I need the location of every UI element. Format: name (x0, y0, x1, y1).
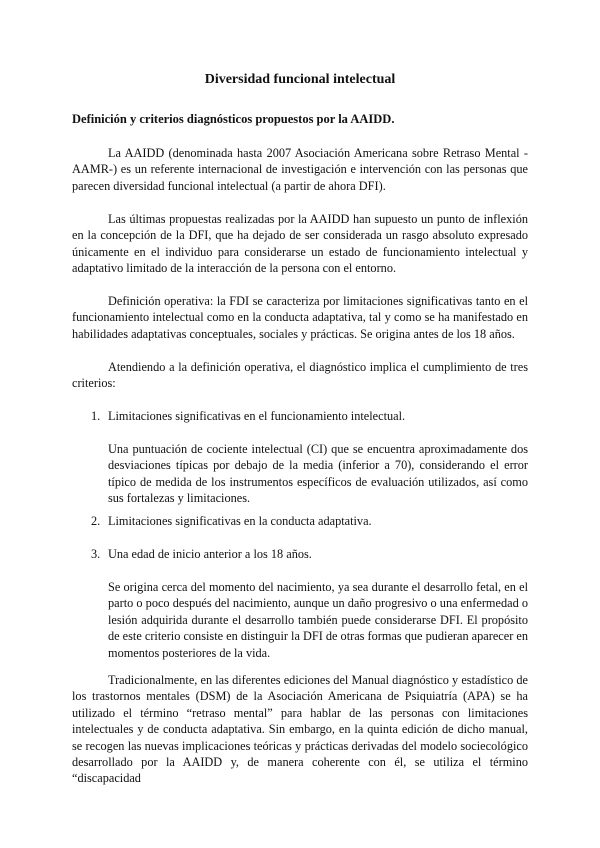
list-number: 1. (91, 409, 101, 423)
list-item-text: Limitaciones significativas en el funcionamiento intelectual. (108, 409, 406, 423)
list-item (91, 408, 528, 424)
page-title: Diversidad funcional intelectual (204, 72, 396, 87)
paragraph-criteria-intro: Atendiendo a la definición operativa, el diagnóstico implica el cumplimiento de tres criterios: (72, 360, 528, 391)
paragraph-operative-definition: Definición operativa: la FDI se caracteriza por limitaciones significativas tanto en el funcionamiento intelectual como en la conducta adaptativa, tal y como se ha manifestado en habilidades adaptativas conceptuales, sociales y prácticas. Se origina antes de los 18 años. (72, 294, 528, 341)
paragraph-aaidd-intro: La AAIDD (denominada hasta 2007 Asociación Americana sobre Retraso Mental -AAMR-) es un referente internacional de investigación e intervención con las personas que parecen diversidad funcional intelectual (a partir de ahora DFI). (72, 146, 528, 193)
list-item-detail: Una puntuación de cociente intelectual (CI) que se encuentra aproximadamente dos desviaciones típicas por debajo de la media (inferior a 70), considerando el error típico de medida de los instrumentos específicos de evaluación utilizados, así como sus fortalezas y limitaciones. (108, 442, 528, 506)
section-heading: Definición y criterios diagnósticos propuestos por la AAIDD. (72, 112, 395, 126)
list-item (91, 513, 528, 529)
paragraph-dsm-history: Tradicionalmente, en las diferentes ediciones del Manual diagnóstico y estadístico de los trastornos mentales (DSM) de la Asociación Americana de Psiquiatría (APA) se ha utilizado el término “retraso mental” para hablar de las personas con limitaciones intelectuales y de conducta adaptativa. Sin embargo, en la quinta edición de dicho manual, se recogen las nuevas implicaciones teóricas y prácticas derivadas del modelo sociecológico desarrollado por la AAIDD y, de manera coherente con él, se utiliza el término “discapacidad (72, 673, 528, 786)
list-item-text: Limitaciones significativas en la conducta adaptativa. (108, 514, 372, 528)
list-item (91, 546, 528, 562)
list-item-detail: Se origina cerca del momento del nacimiento, ya sea durante el desarrollo fetal, en el parto o poco después del nacimiento, aunque un daño progresivo o una enfermedad o lesión adquirida durante el desarrollo también puede considerarse DFI. El propósito de este criterio consiste en distinguir la DFI de otras formas que pudieran aparecer en momentos posteriores de la vida. (108, 580, 528, 660)
list-number: 3. (91, 547, 101, 561)
list-item-text: Una edad de inicio anterior a los 18 años. (108, 547, 312, 561)
paragraph-new-proposals: Las últimas propuestas realizadas por la AAIDD han supuesto un punto de inflexión en la concepción de la DFI, que ha dejado de ser considerada un rasgo absoluto expresado únicamente en el individuo para considerarse un estado de funcionamiento intelectual y adaptativo limitado de la interacción de la persona con el entorno. (72, 212, 528, 276)
list-number: 2. (91, 514, 101, 528)
